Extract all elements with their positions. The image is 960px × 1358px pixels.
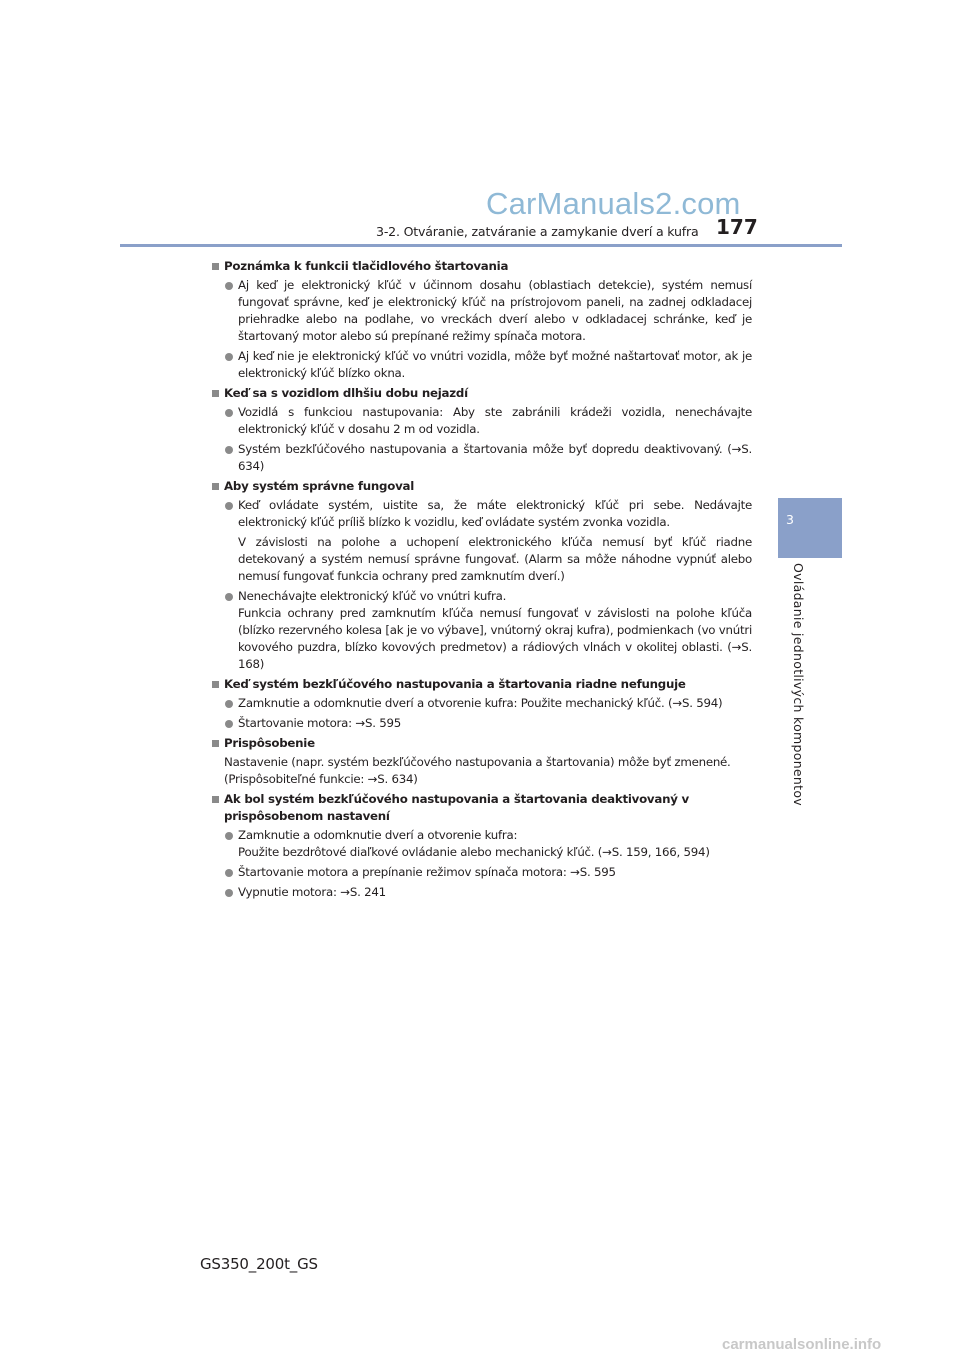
item-text: Zamknutie a odomknutie dverí a otvorenie kufra: Použite mechanický kľúč. (→S. 594) — [238, 696, 723, 710]
note-section — [212, 735, 752, 788]
section-heading-text: Keď systém bezkľúčového nastupovania a štartovania riadne nefunguje — [224, 677, 686, 691]
item-text: Aj keď nie je elektronický kľúč vo vnútri vozidla, môže byť možné naštartovať motor, ak je elektronický kľúč blízko okna. — [238, 349, 752, 380]
page-number: 177 — [716, 215, 758, 239]
section-heading-text: Prispôsobenie — [224, 736, 315, 750]
item-text: Nastavenie (napr. systém bezkľúčového nastupovania a štartovania) môže byť zmenené. (Prispôsobiteľné funkcie: →S. 634) — [224, 755, 731, 786]
round-bullet-icon — [225, 869, 233, 877]
item-text: Štartovanie motora: →S. 595 — [238, 716, 402, 730]
square-bullet-icon — [212, 681, 219, 688]
bullet-item — [212, 827, 752, 861]
bullet-item — [212, 404, 752, 438]
item-text: Štartovanie motora a prepínanie režimov spínača motora: →S. 595 — [238, 865, 616, 879]
round-bullet-icon — [225, 720, 233, 728]
item-text: V závislosti na polohe a uchopení elektronického kľúča nemusí byť kľúč riadne detekovaný a systém nemusí správne fungovať. (Alarm sa môže náhodne vypnúť alebo nemusí fungovať funkcia ochrany pred zamknutím dverí.) — [238, 535, 752, 583]
round-bullet-icon — [225, 353, 233, 361]
bullet-item — [212, 695, 752, 712]
square-bullet-icon — [212, 263, 219, 270]
round-bullet-icon — [225, 409, 233, 417]
square-bullet-icon — [212, 390, 219, 397]
footer-model-code: GS350_200t_GS — [200, 1255, 318, 1273]
chapter-tab — [778, 498, 842, 558]
bullet-item — [212, 277, 752, 345]
bullet-item — [212, 864, 752, 881]
paragraph — [212, 754, 752, 788]
round-bullet-icon — [225, 889, 233, 897]
note-section — [212, 478, 752, 673]
bullet-item — [212, 715, 752, 732]
section-heading-text: Keď sa s vozidlom dlhšiu dobu nejazdí — [224, 386, 468, 400]
section-heading-text: Poznámka k funkcii tlačidlového štartovania — [224, 259, 509, 273]
item-text: Systém bezkľúčového nastupovania a štartovania môže byť dopredu deaktivovaný. (→S. 634) — [238, 442, 752, 473]
round-bullet-icon — [225, 446, 233, 454]
watermark-logo: CarManuals2.com — [486, 186, 741, 221]
bullet-item — [212, 497, 752, 531]
note-section — [212, 676, 752, 732]
section-heading — [212, 258, 752, 275]
round-bullet-icon — [225, 700, 233, 708]
item-text: Keď ovládate systém, uistite sa, že máte elektronický kľúč pri sebe. Nedávajte elektronický kľúč príliš blízko k vozidlu, keď ovládate systém zvonka vozidla. — [238, 498, 752, 529]
square-bullet-icon — [212, 796, 219, 803]
square-bullet-icon — [212, 483, 219, 490]
section-heading — [212, 735, 752, 752]
chapter-side-title: Ovládanie jednotlivých komponentov — [791, 562, 806, 806]
chapter-number: 3 — [786, 512, 794, 527]
section-header-title: 3-2. Otváranie, zatváranie a zamykanie dverí a kufra — [376, 224, 699, 239]
section-heading — [212, 385, 752, 402]
round-bullet-icon — [225, 832, 233, 840]
note-section — [212, 385, 752, 475]
header-rule — [120, 244, 842, 247]
item-text: Zamknutie a odomknutie dverí a otvorenie kufra: Použite bezdrôtové diaľkové ovládanie alebo mechanický kľúč. (→S. 159, 166, 594) — [238, 828, 710, 859]
round-bullet-icon — [225, 282, 233, 290]
section-heading-text: Aby systém správne fungoval — [224, 479, 415, 493]
bullet-item — [212, 348, 752, 382]
paragraph — [212, 534, 752, 585]
note-section — [212, 791, 752, 901]
round-bullet-icon — [225, 593, 233, 601]
bullet-item — [212, 588, 752, 673]
item-text: Nenechávajte elektronický kľúč vo vnútri kufra. Funkcia ochrany pred zamknutím kľúča nemusí fungovať v závislosti na polohe kľúča (blízko rezervného kolesa [ak je vo výbave], vnútorný okraj kufra), podmienkach (vo vnútri kovového puzdra, blízko kovových predmetov) a rádiových vlnách v okolitej oblasti. (→S. 168) — [238, 589, 752, 671]
bullet-item — [212, 441, 752, 475]
square-bullet-icon — [212, 740, 219, 747]
note-section — [212, 258, 752, 382]
section-heading-text: Ak bol systém bezkľúčového nastupovania a štartovania deaktivovaný v prispôsobenom nastavení — [224, 792, 689, 823]
item-text: Vozidlá s funkciou nastupovania: Aby ste zabránili krádeži vozidla, nenechávajte elektronický kľúč v dosahu 2 m od vozidla. — [238, 405, 752, 436]
round-bullet-icon — [225, 502, 233, 510]
page-content — [212, 255, 752, 904]
section-heading — [212, 478, 752, 495]
section-heading — [212, 791, 752, 825]
footer-watermark: carmanualsonline.info — [722, 1336, 882, 1353]
section-heading — [212, 676, 752, 693]
bullet-item — [212, 884, 752, 901]
item-text: Aj keď je elektronický kľúč v účinnom dosahu (oblastiach detekcie), systém nemusí fungovať správne, keď je elektronický kľúč na prístrojovom paneli, na zadnej odkladacej priehradke alebo na podlahe, vo vreckách dverí alebo v odkladacej schránke, keď je štartovaný motor alebo sú prepínané režimy spínača motora. — [238, 278, 752, 343]
item-text: Vypnutie motora: →S. 241 — [238, 885, 386, 899]
